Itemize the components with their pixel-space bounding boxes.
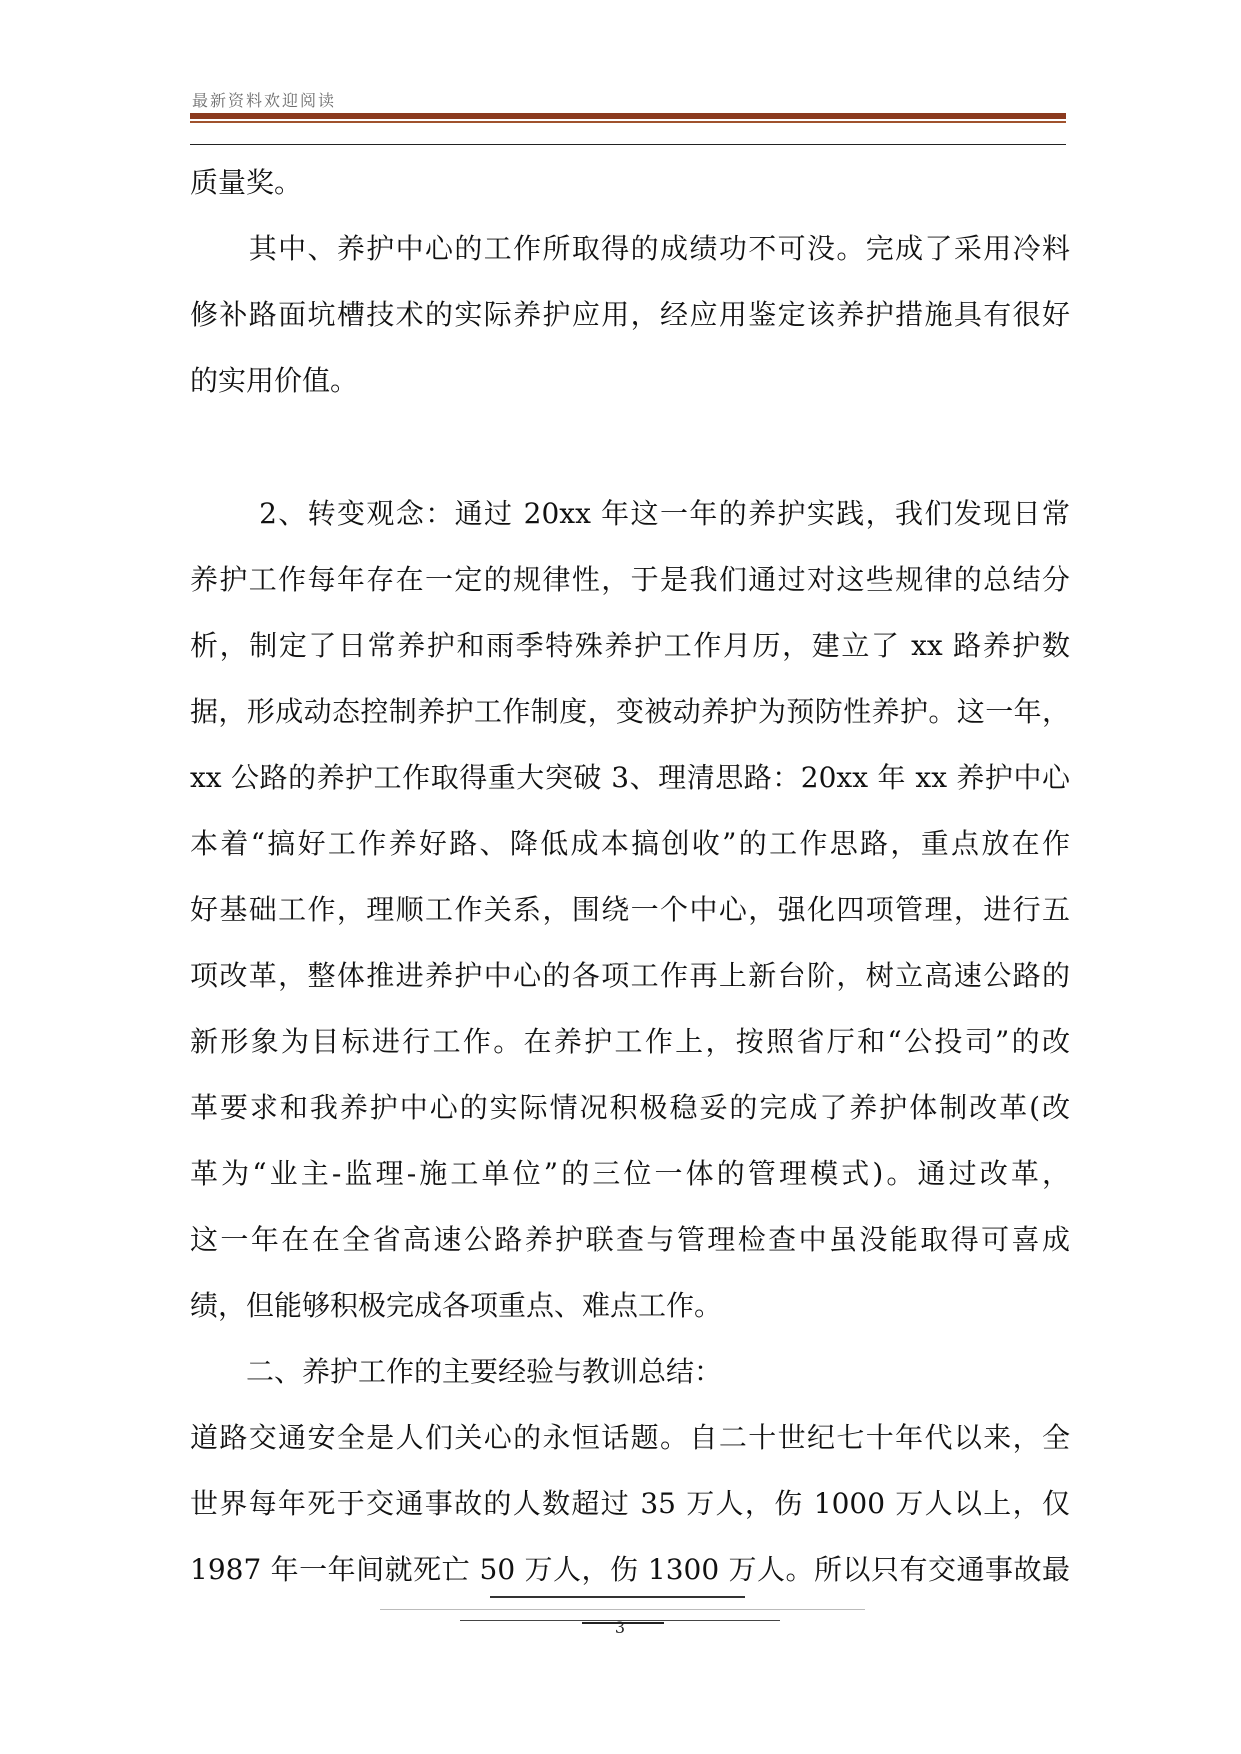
body-line: 项改革，整体推进养护中心的各项工作再上新台阶，树立高速公路的: [190, 959, 1070, 992]
body-line: 革为“业主-监理-施工单位”的三位一体的管理模式)。通过改革，: [190, 1157, 1070, 1190]
body-line: 新形象为目标进行工作。在养护工作上，按照省厅和“公投司”的改: [190, 1025, 1070, 1058]
body-line: 1987 年一年间就死亡 50 万人，伤 1300 万人。所以只有交通事故最: [190, 1553, 1070, 1586]
body-line: 世界每年死于交通事故的人数超过 35 万人，伤 1000 万人以上，仅: [190, 1487, 1070, 1520]
body-line: 析，制定了日常养护和雨季特殊养护工作月历，建立了 xx 路养护数: [190, 629, 1070, 662]
page-header-text: 最新资料欢迎阅读: [192, 91, 337, 110]
body-line: 这一年在在全省高速公路养护联查与管理检查中虽没能取得可喜成: [190, 1223, 1070, 1256]
body-line: 的实用价值。: [190, 364, 359, 397]
footer-rule: [380, 1609, 865, 1610]
body-line: 修补路面坑槽技术的实际养护应用，经应用鉴定该养护措施具有很好: [190, 298, 1070, 331]
page-number: 3: [614, 1618, 626, 1637]
section-heading: 二、养护工作的主要经验与教训总结：: [190, 1355, 723, 1388]
body-line: 道路交通安全是人们关心的永恒话题。自二十世纪七十年代以来，全: [190, 1421, 1070, 1454]
body-line: 本着“搞好工作养好路、降低成本搞创收”的工作思路，重点放在作: [190, 827, 1070, 860]
footer-rule: [490, 1596, 745, 1598]
body-line: 2、转变观念：通过 20xx 年这一年的养护实践，我们发现日常: [190, 497, 1070, 530]
body-line: 其中、养护中心的工作所取得的成绩功不可没。完成了采用冷料: [190, 232, 1070, 265]
document-body: [190, 150, 1070, 1603]
body-line: 绩，但能够积极完成各项重点、难点工作。: [190, 1289, 723, 1322]
header-rule-mid: [190, 121, 1066, 123]
body-line: xx 公路的养护工作取得重大突破 3、理清思路：20xx 年 xx 养护中心: [190, 761, 1070, 794]
body-line: 质量奖。: [190, 166, 303, 199]
body-line: 革要求和我养护中心的实际情况积极稳妥的完成了养护体制改革(改: [190, 1091, 1070, 1124]
header-rule-thick: [190, 113, 1066, 119]
body-line: 养护工作每年存在一定的规律性，于是我们通过对这些规律的总结分: [190, 563, 1070, 596]
body-line: 据，形成动态控制养护工作制度，变被动养护为预防性养护。这一年，: [190, 695, 1070, 728]
header-rule-thin: [190, 144, 1066, 145]
paragraph-gap: [190, 414, 1070, 481]
body-line: 好基础工作，理顺工作关系，围绕一个中心，强化四项管理，进行五: [190, 893, 1070, 926]
